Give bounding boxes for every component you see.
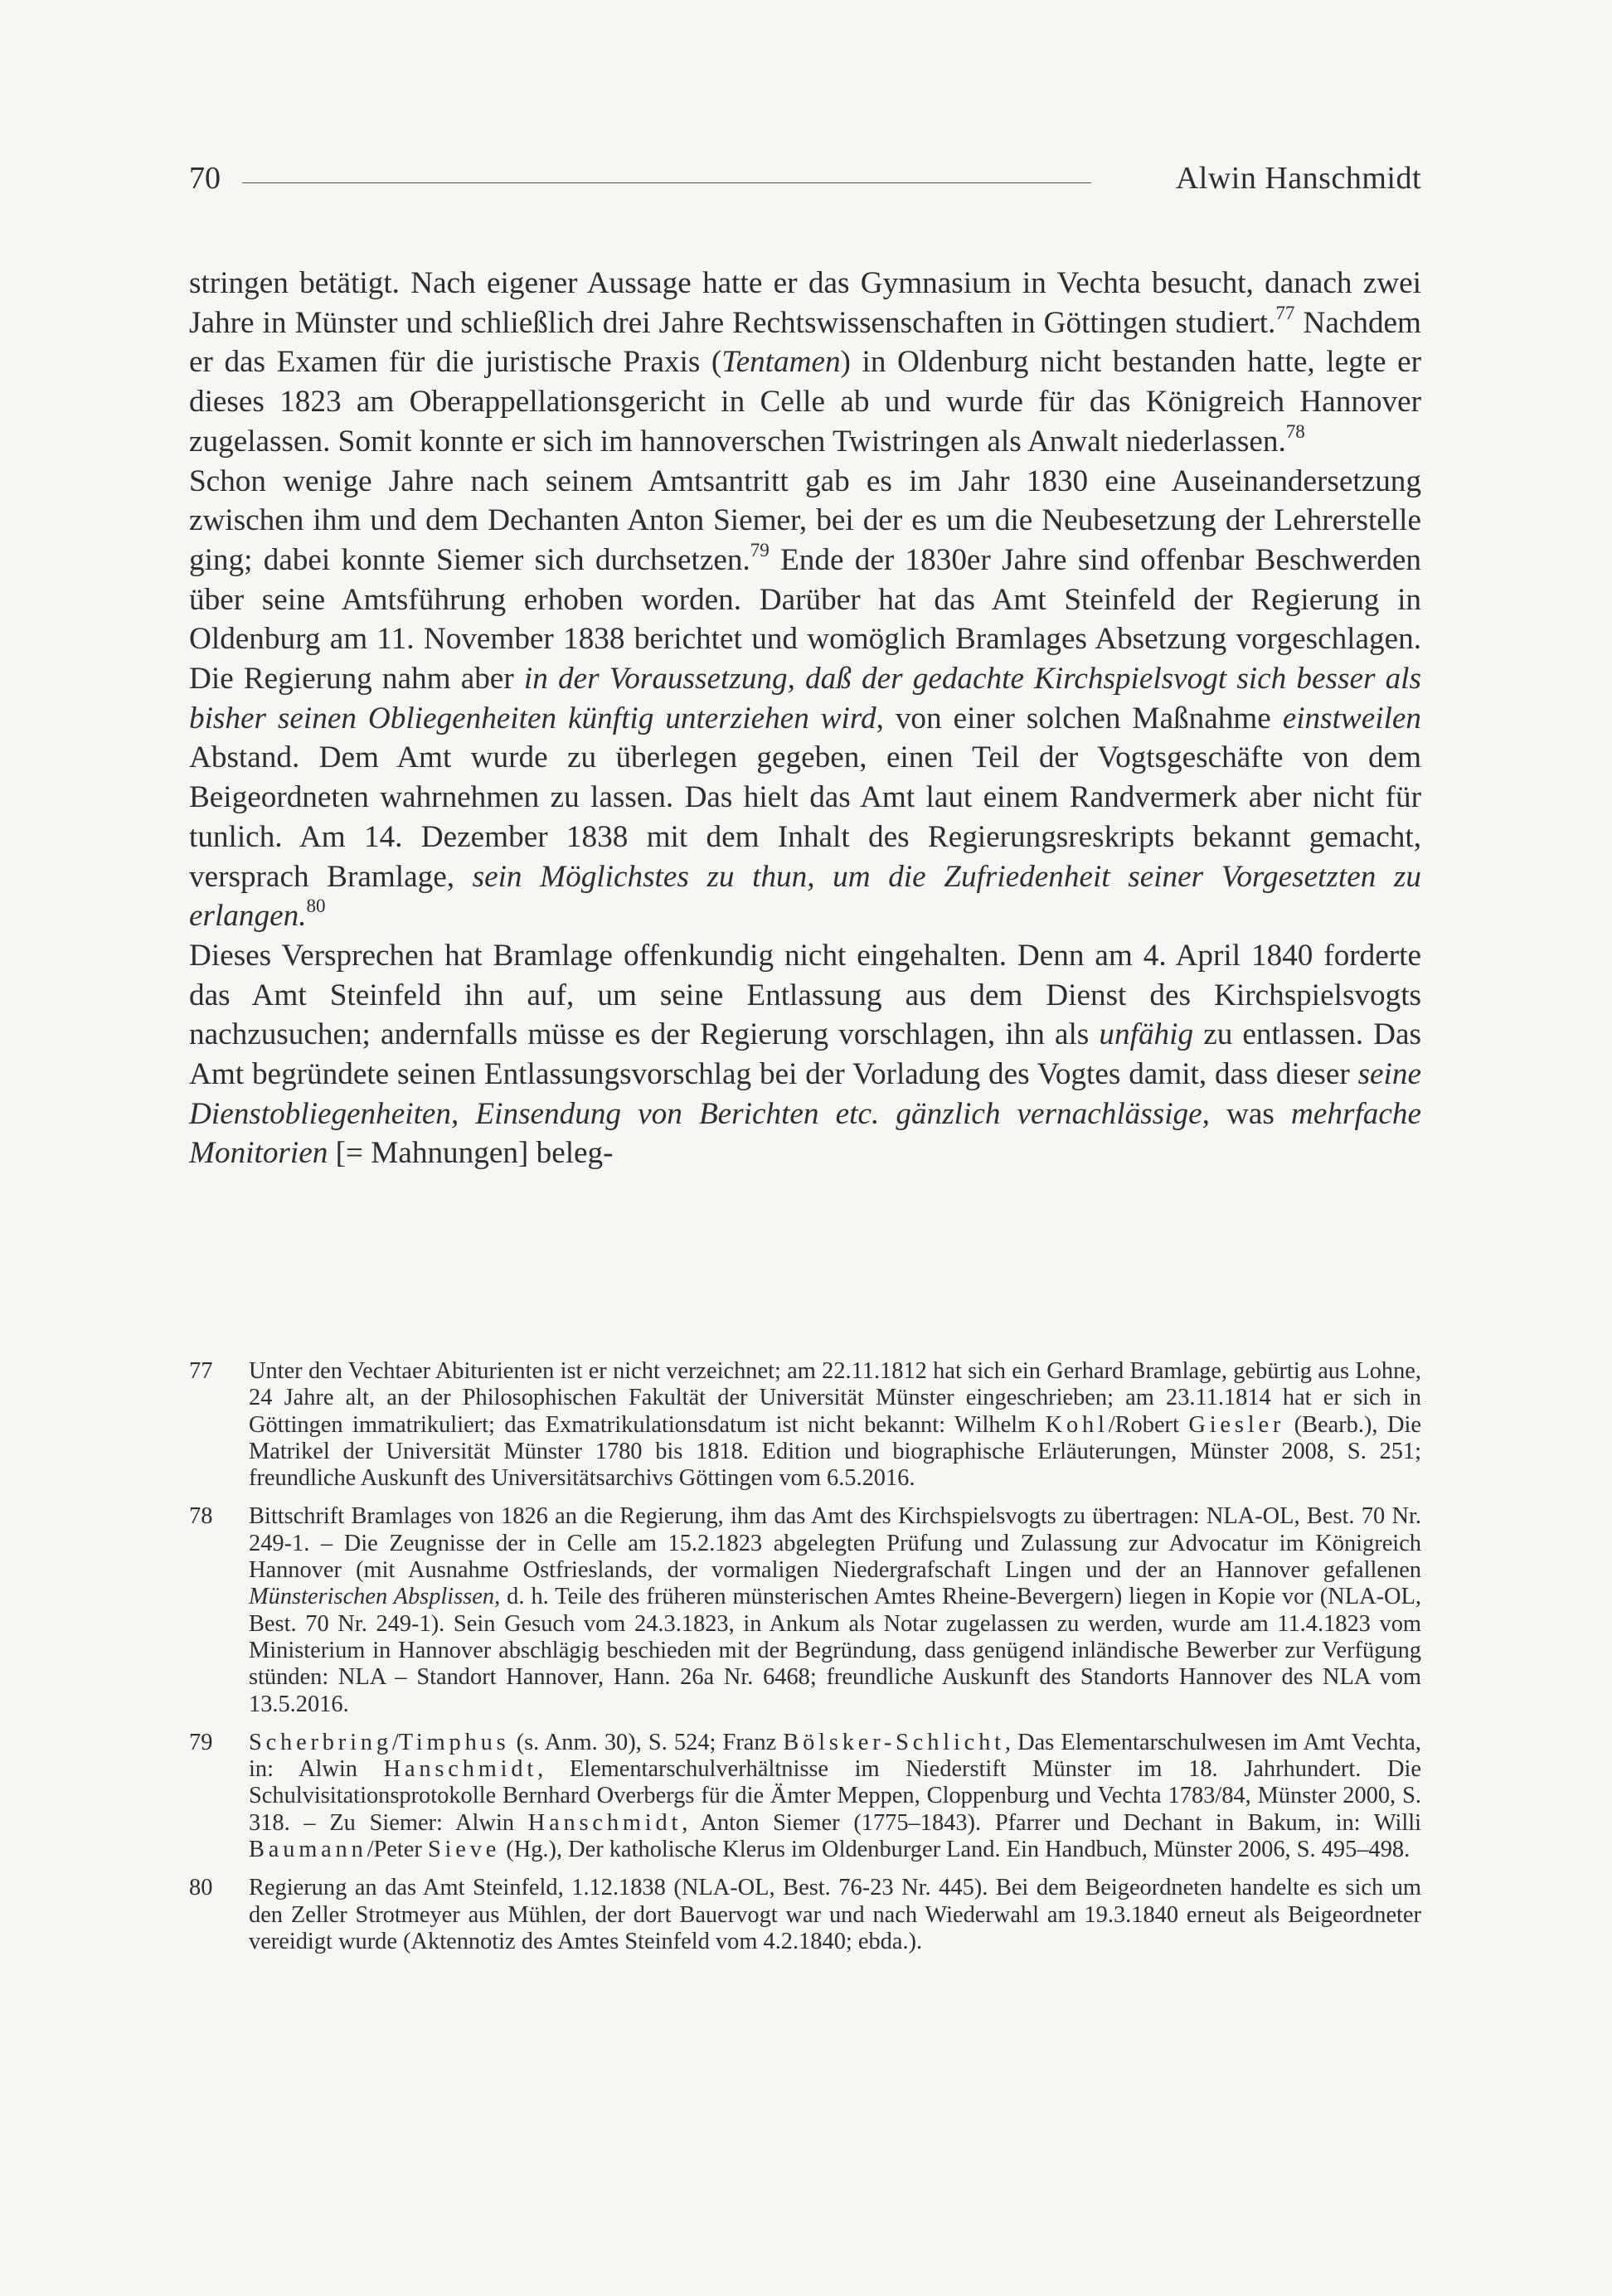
footnote-reference: 77: [1275, 301, 1295, 323]
text-run: , Elementarschulverhältnisse im Niederstift Münster im 18. Jahrhundert. Die Schulvisitationsprotokolle Bernhard Overbergs für die Ämter Meppen, Cloppenburg und Vechta 1783/84, Münster 2000, S. 318. – Zu Siemer: Alwin: [249, 1756, 1421, 1836]
footnote-text: [249, 1875, 1421, 1955]
text-run: Regierung an das Amt Steinfeld, 1.12.1838 (NLA-OL, Best. 76-23 Nr. 445). Bei dem Beigeordneten handelte es sich um den Zeller Strotmeyer aus Mühlen, der dort Bauervogt war und nach Wiederwahl am 19.3.1840 erneut als Beigeordneter vereidigt wurde (Aktennotiz des Amtes Steinfeld vom 4.2.1840; ebda.).: [249, 1875, 1421, 1954]
footnote-number: 80: [189, 1875, 213, 1901]
paragraph-1: [189, 264, 1421, 462]
text-run: Bittschrift Bramlages von 1826 an die Regierung, ihm das Amt des Kirchspielsvogts zu übertragen: NLA-OL, Best. 70 Nr. 249-1. – Die Zeugnisse der in Celle am 15.2.1823 abgelegten Prüfung und Zulassung zur Advocatur im Königreich Hannover (mit Ausnahme Ostfrieslands, der vormaligen Niedergrafschaft Lingen und der an Hannover gefallenen: [249, 1503, 1421, 1584]
author-name: Baumann: [249, 1837, 367, 1863]
text-run: (Bearb.), Die Matrikel der Universität Münster 1780 bis 1818. Edition und biographische Erläuterungen, Münster 2008, S. 251; freundliche Auskunft des Universitätsarchivs Göttingen vom 6.5.2016.: [249, 1411, 1421, 1492]
footnote-reference: 80: [306, 895, 326, 917]
footnote-text: [249, 1503, 1421, 1717]
main-text: [189, 264, 1421, 1173]
author-name: Scherbring: [249, 1729, 392, 1755]
author-name: Giesler: [1188, 1411, 1285, 1438]
text-run: (s. Anm. 30), S. 524; Franz: [509, 1729, 784, 1755]
footnote-number: 77: [189, 1358, 213, 1384]
text-run: Ende der 1830er Jahre sind offenbar Beschwerden über seine Amtsführung erhoben worden. Darüber hat das Amt Steinfeld der Regierung in Oldenburg am 11. November 1838 berichtet und womöglich Bramlages Absetzung vorgeschlagen. Die Regierung nahm aber: [189, 542, 1422, 697]
footnote-80: [189, 1875, 1421, 1955]
italic-text: mehrfache Monitorien: [189, 1096, 1421, 1171]
text-run: Nachdem er das Examen für die juristische Praxis (: [189, 305, 1421, 380]
text-run: /: [391, 1729, 399, 1755]
header-rule: [242, 182, 1091, 183]
text-run: /Peter: [367, 1837, 428, 1863]
footnote-78: [189, 1503, 1421, 1717]
author-name: Bölsker-Schlicht: [783, 1729, 1005, 1755]
footnote-reference: 79: [750, 538, 770, 561]
text-run: stringen betätigt. Nach eigener Aussage hatte er das Gymnasium in Vechta besucht, danach zwei Jahre in Münster und schließlich drei Jahre Rechtswissenschaften in Göttingen studiert.: [189, 266, 1421, 340]
paragraph-2: [189, 462, 1421, 936]
author-name: Kohl: [1045, 1411, 1109, 1438]
italic-text: sein Möglichstes zu thun, um die Zufriedenheit seiner Vorgesetzten zu erlangen.: [189, 859, 1421, 934]
text-run: , von einer solchen Maßnahme: [876, 701, 1283, 735]
running-head: Alwin Hanschmidt: [1175, 161, 1421, 196]
text-run: Abstand. Dem Amt wurde zu überlegen gegeben, einen Teil der Vogtsgeschäfte von dem Beigeordneten wahrnehmen zu lassen. Das hielt das Amt laut einem Randvermerk aber nicht für tunlich. Am 14. Dezember 1838 mit dem Inhalt des Regierungsreskripts bekannt gemacht, versprach Bramlage,: [189, 740, 1421, 894]
text-run: Dieses Versprechen hat Bramlage offenkundig nicht eingehalten. Denn am 4. April 1840 forderte das Amt Steinfeld ihn auf, um seine Entlassung aus dem Dienst des Kirchspielsvogts nachzusuchen; andernfalls müsse es der Regierung vorschlagen, ihn als: [189, 938, 1421, 1052]
footnote-text: [249, 1358, 1421, 1492]
author-name: Hanschmidt: [383, 1756, 538, 1783]
text-run: , Das Elementarschulwesen im Amt Vechta, in: Alwin: [249, 1729, 1421, 1783]
text-run: [= Mahnungen] beleg-: [328, 1136, 614, 1171]
text-run: Unter den Vechtaer Abiturienten ist er nicht verzeichnet; am 22.11.1812 hat sich ein Gerhard Bramlage, gebürtig aus Lohne, 24 Jahre alt, an der Philosophischen Fakultät der Universität Münster eingeschrieben; am 23.11.1814 hat er sich in Göttingen immatrikuliert; das Exmatrikulationsdatum ist nicht bekannt: Wilhelm: [249, 1358, 1421, 1438]
page-number: 70: [189, 161, 221, 196]
footnote-number: 79: [189, 1729, 213, 1755]
italic-text: Münsterischen Absplissen: [249, 1584, 495, 1610]
author-name: Sieve: [427, 1837, 501, 1863]
footnote-number: 78: [189, 1503, 213, 1530]
italic-text: einstweilen: [1282, 701, 1421, 735]
author-name: Timphus: [398, 1729, 510, 1755]
italic-text: seine Dienstobliegenheiten, Einsendung von Berichten etc. gänzlich vernachlässige,: [189, 1057, 1421, 1131]
page-header: [189, 158, 1421, 199]
text-run: , d. h. Teile des früheren münsterischen Amtes Rheine-Bevergern) liegen in Kopie vor (NLA-OL, Best. 70 Nr. 249-1). Sein Gesuch vom 24.3.1823, in Ankum als Notar zugelassen zu werden, wurde am 11.4.1823 vom Ministerium in Hannover abschlägig beschieden mit der Begründung, dass genügend inländische Bewerber zur Verfügung stünden: NLA – Standort Hannover, Hann. 26a Nr. 6468; freundliche Auskunft des Standorts Hannover des NLA vom 13.5.2016.: [249, 1584, 1421, 1717]
text-run: (Hg.), Der katholische Klerus im Oldenburger Land. Ein Handbuch, Münster 2006, S. 495–498.: [500, 1837, 1410, 1863]
italic-text: Tentamen: [721, 345, 841, 380]
footnote-79: [189, 1730, 1421, 1863]
italic-text: unfähig: [1099, 1017, 1194, 1052]
footnote-reference: 78: [1285, 420, 1305, 442]
footnote-text: [249, 1730, 1421, 1863]
text-run: Schon wenige Jahre nach seinem Amtsantritt gab es im Jahr 1830 eine Auseinandersetzung zwischen ihm und dem Dechanten Anton Siemer, bei der es um die Neubesetzung der Lehrerstelle ging; dabei konnte Siemer sich durchsetzen.: [189, 464, 1421, 577]
italic-text: in der Voraussetzung, daß der gedachte Kirchspielsvogt sich besser als bisher seinen Obliegenheiten künftig unterziehen wird: [189, 662, 1421, 735]
text-run: was: [1209, 1096, 1292, 1131]
text-run: /Robert: [1108, 1411, 1189, 1438]
paragraph-3: [189, 936, 1421, 1173]
text-run: zu entlassen. Das Amt begründete seinen Entlassungsvorschlag bei der Vorladung des Vogtes damit, dass dieser: [189, 1017, 1421, 1092]
text-run: ) in Oldenburg nicht bestanden hatte, legte er dieses 1823 am Oberappellationsgericht in Celle ab und wurde für das Königreich Hannover zugelassen. Somit konnte er sich im hannoverschen Twistringen als Anwalt niederlassen.: [189, 345, 1421, 459]
author-name: Hanschmidt: [527, 1809, 682, 1836]
text-run: , Anton Siemer (1775–1843). Pfarrer und Dechant in Bakum, in: Willi: [682, 1809, 1421, 1836]
footnote-77: [189, 1358, 1421, 1492]
footnotes: [189, 1358, 1421, 1967]
